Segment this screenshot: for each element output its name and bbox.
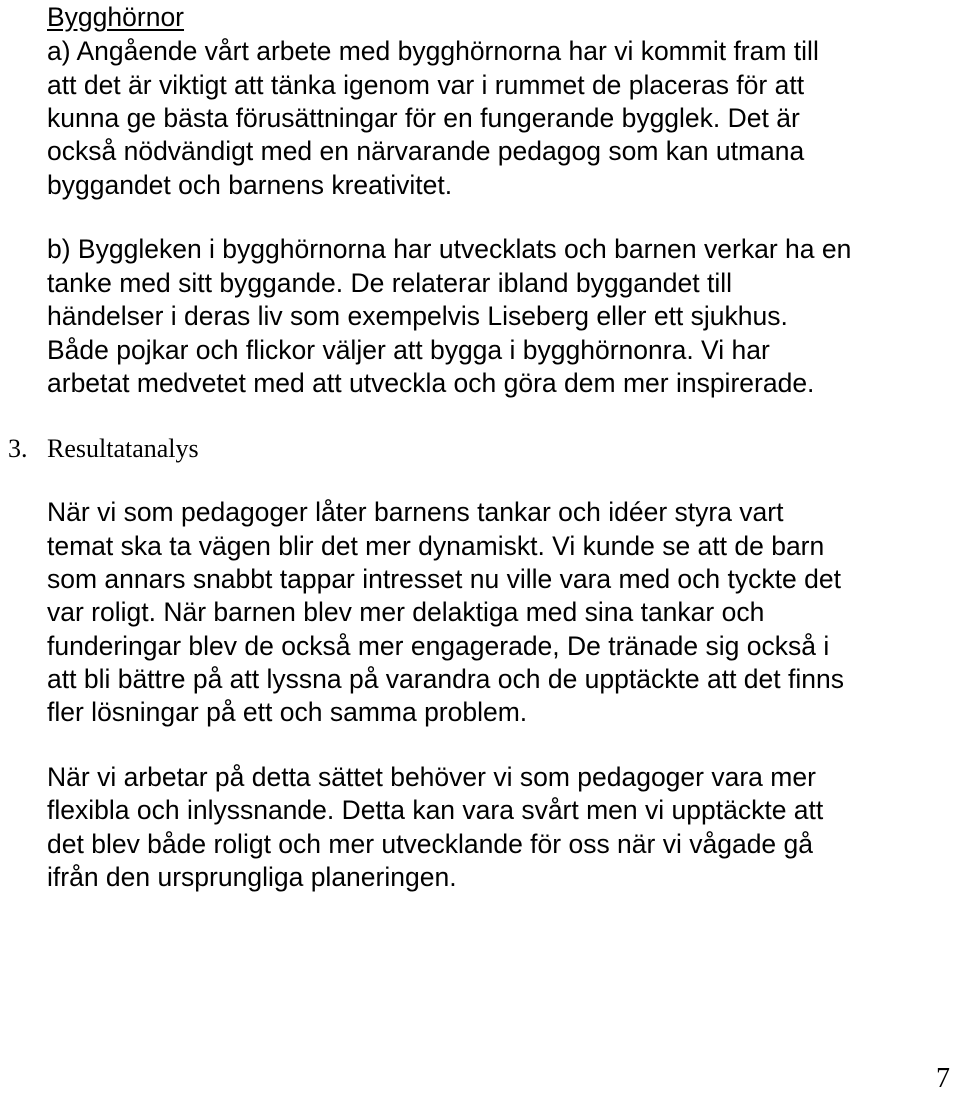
paragraph-b-line: b) Byggleken i bygghörnorna har utvecklats och barnen verkar ha en bbox=[47, 234, 852, 264]
section-title: Resultatanalys bbox=[47, 434, 199, 463]
paragraph-a-line: kunna ge bästa förusättningar för en fungerande bygglek. Det är bbox=[47, 103, 800, 133]
section-number: 3. bbox=[8, 434, 28, 463]
paragraph-c-line: att bli bättre på att lyssna på varandra och de upptäckte att det finns bbox=[47, 664, 844, 694]
paragraph-c-line: som annars snabbt tappar intresset nu ville vara med och tyckte det bbox=[47, 564, 841, 594]
paragraph-d-line: flexibla och inlyssnande. Detta kan vara svårt men vi upptäckte att bbox=[47, 795, 824, 825]
paragraph-d-line: ifrån den ursprungliga planeringen. bbox=[47, 862, 457, 892]
page-number: 7 bbox=[936, 1063, 950, 1094]
paragraph-b-line: händelser i deras liv som exempelvis Liseberg eller ett sjukhus. bbox=[47, 301, 788, 331]
paragraph-a-line: byggandet och barnens kreativitet. bbox=[47, 170, 453, 200]
paragraph-b-line: Både pojkar och flickor väljer att bygga i bygghörnonra. Vi har bbox=[47, 335, 770, 365]
heading-bygghornor: Bygghörnor bbox=[47, 2, 185, 32]
paragraph-b-line: arbetat medvetet med att utveckla och göra dem mer inspirerade. bbox=[47, 368, 815, 398]
paragraph-d-line: det blev både roligt och mer utvecklande för oss när vi vågade gå bbox=[47, 829, 814, 859]
paragraph-c-line: funderingar blev de också mer engagerade, De tränade sig också i bbox=[47, 631, 830, 661]
paragraph-c-line: fler lösningar på ett och samma problem. bbox=[47, 697, 528, 727]
paragraph-d-line: När vi arbetar på detta sättet behöver vi som pedagoger vara mer bbox=[47, 762, 816, 792]
paragraph-c-line: var roligt. När barnen blev mer delaktiga med sina tankar och bbox=[47, 597, 765, 627]
paragraph-a-line: att det är viktigt att tänka igenom var i rummet de placeras för att bbox=[47, 70, 805, 100]
paragraph-c-line: temat ska ta vägen blir det mer dynamiskt. Vi kunde se att de barn bbox=[47, 531, 825, 561]
paragraph-a-line: också nödvändigt med en närvarande pedagog som kan utmana bbox=[47, 136, 805, 166]
paragraph-c-line: När vi som pedagoger låter barnens tankar och idéer styra vart bbox=[47, 497, 784, 527]
paragraph-a-line: a) Angående vårt arbete med bygghörnorna har vi kommit fram till bbox=[47, 36, 819, 66]
paragraph-b-line: tanke med sitt byggande. De relaterar ibland byggandet till bbox=[47, 268, 733, 298]
section-heading-resultatanalys bbox=[8, 434, 199, 464]
